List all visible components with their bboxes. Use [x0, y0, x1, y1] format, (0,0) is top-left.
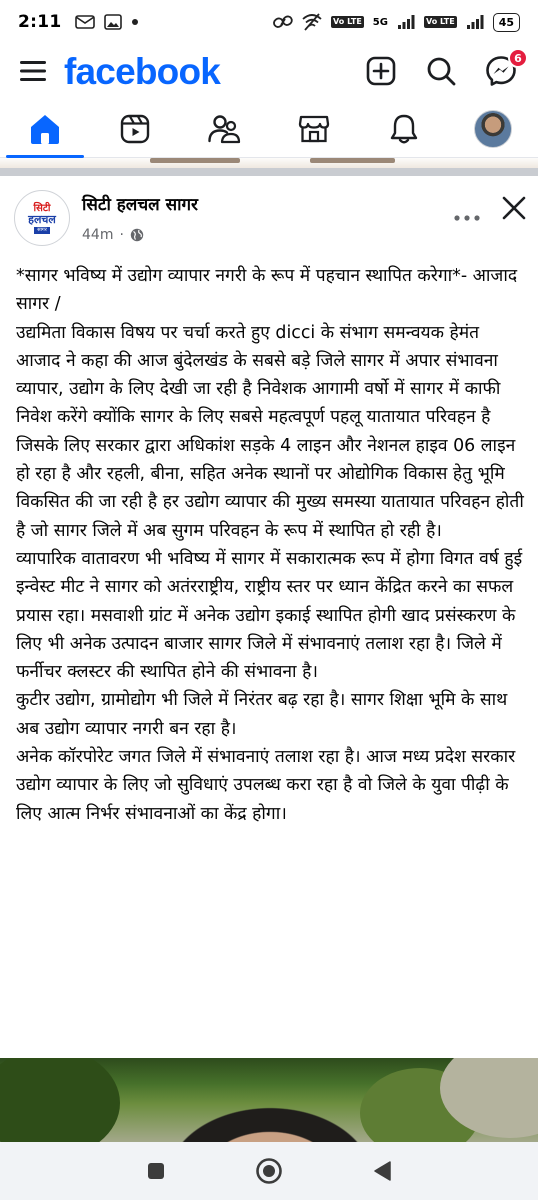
close-icon — [502, 196, 526, 220]
video-icon — [120, 114, 150, 144]
create-button[interactable] — [360, 50, 402, 92]
post-actions — [454, 190, 526, 254]
page-name[interactable]: सिटी हलचल सागर — [82, 195, 198, 215]
dot-separator: · — [119, 227, 124, 243]
page-logo-line2: हलचल — [28, 212, 56, 226]
feed-separator — [0, 168, 538, 176]
globe-icon — [130, 228, 144, 242]
tab-friends[interactable] — [179, 100, 269, 157]
home-icon — [28, 113, 62, 145]
volte-tag-2: Vo LTE — [425, 17, 455, 26]
page-avatar[interactable] — [14, 190, 70, 246]
signal-icon-2 — [466, 14, 484, 30]
bell-icon — [389, 113, 419, 145]
page-logo-line3: सागर — [34, 227, 50, 234]
signal-icon — [397, 14, 415, 30]
plus-square-icon — [366, 56, 396, 86]
menu-button[interactable] — [16, 54, 50, 88]
battery-level: 45 — [493, 13, 520, 32]
header-actions — [360, 50, 522, 92]
system-nav-bar — [0, 1142, 538, 1200]
tab-video[interactable] — [90, 100, 180, 157]
post-text: *सागर भविष्य में उद्योग व्यापार नगरी के रूप में पहचान स्थापित करेगा*- आजाद सागर / उद्यमिता विकास विषय पर चर्चा करते हुए dicci के संभाग समन्वयक हेमंत आजाद ने कहा की आज बुंदेलखंड के सबसे बड़े जिले सागर में अपार संभावना व्यापार, उद्योग के लिए देखी जा रही है निवेशक आगामी वर्षो में सागर में काफी निवेश करेंगे क्योंकि सागर के लिए सबसे महत्वपूर्ण पहलू यातायात परिवहन है जिसके लिए सरकार द्वारा अधिकांश सड़के 4 लाइन और नेशनल हाइव 06 लाइन हो रहा है और रहली, बीना, सहित अनेक स्थानों पर ओद्योगिक विकास हेतु भूमि विकसित की जा रही है हर उद्योग व्यापार की मुख्य समस्या यातायात परिवहन होती है जो सागर जिले में अब सुगम परिवहन के रूप में स्थापित हो रही है। व्यापारिक वातावरण भी भविष्य में सागर में सकारात्मक रूप में होगा विगत वर्ष हुई इन्वेस्ट मीट ने सागर को अतंरराष्ट्रीय, राष्ट्रीय स्तर पर ध्यान केंद्रित करने का सफल प्रयास रहा। मसवाशी ग्रांट में अनेक उद्योग इकाई स्थापित होगी खाद प्रसंस्करण के लिए भी अनेक उत्पादन बाजार सागर जिले में संभावनाएं तलाश रहा है। जिले में फर्नीचर क्लस्टर की स्थापित होने की संभावना है। कुटीर उद्योग, ग्रामोद्योग भी जिले में निरंतर बढ़ रहा है। सागर शिक्षा भूमि के साथ अब उद्योग व्यापार नगरी बन रहा है। अनेक कॉरपोरेट जगत जिले में संभावनाएं तलाश रहा है। आज मध्य प्रदेश सरकार उद्योग व्यापार के लिए जो सुविधाएं उपलब्ध करा रहा है वो जिले के युवा पीढ़ी के लिए आत्म निर्भर संभावनाओं का केंद्र होगा। — [16, 266, 524, 824]
tab-notifications[interactable] — [359, 100, 449, 157]
link-status-icon — [273, 14, 293, 30]
status-left-icons — [75, 14, 139, 30]
search-icon — [426, 56, 456, 86]
post-header — [0, 176, 538, 254]
previous-post-image-edge — [0, 158, 538, 168]
back-triangle-icon — [372, 1160, 392, 1182]
app-header — [0, 44, 538, 98]
post-time[interactable]: 44m — [82, 227, 114, 243]
tab-marketplace[interactable] — [269, 100, 359, 157]
message-status-icon — [75, 14, 95, 30]
recents-icon — [146, 1161, 166, 1181]
friends-icon — [207, 114, 241, 144]
recents-button[interactable] — [136, 1151, 176, 1191]
more-dots-icon — [454, 215, 480, 221]
network-type: 5G — [372, 16, 388, 28]
status-bar — [0, 0, 538, 44]
dot-status-icon — [131, 18, 139, 26]
search-button[interactable] — [420, 50, 462, 92]
hamburger-icon — [19, 59, 47, 83]
tab-bar — [0, 100, 538, 158]
back-button[interactable] — [362, 1151, 402, 1191]
tab-home[interactable] — [0, 100, 90, 157]
facebook-logo[interactable]: facebook — [64, 50, 221, 92]
status-time: 2:11 — [18, 12, 62, 32]
gallery-status-icon — [104, 14, 122, 30]
volte-tag-1: Vo LTE — [333, 17, 362, 26]
status-right — [273, 13, 520, 32]
home-circle-icon — [255, 1157, 283, 1185]
page-logo-line1: सिटी — [33, 202, 51, 214]
tab-profile[interactable] — [448, 100, 538, 157]
hide-post-button[interactable] — [502, 196, 526, 224]
post-meta — [82, 190, 198, 254]
marketplace-icon — [298, 114, 330, 144]
wifi-off-icon — [302, 13, 322, 31]
profile-avatar — [474, 110, 512, 148]
home-nav-button[interactable] — [249, 1151, 289, 1191]
post-subtitle — [82, 227, 198, 243]
messenger-button[interactable] — [480, 50, 522, 92]
post-photo[interactable] — [0, 1058, 538, 1142]
more-options-button[interactable] — [454, 196, 480, 225]
messenger-badge: 6 — [508, 48, 528, 68]
